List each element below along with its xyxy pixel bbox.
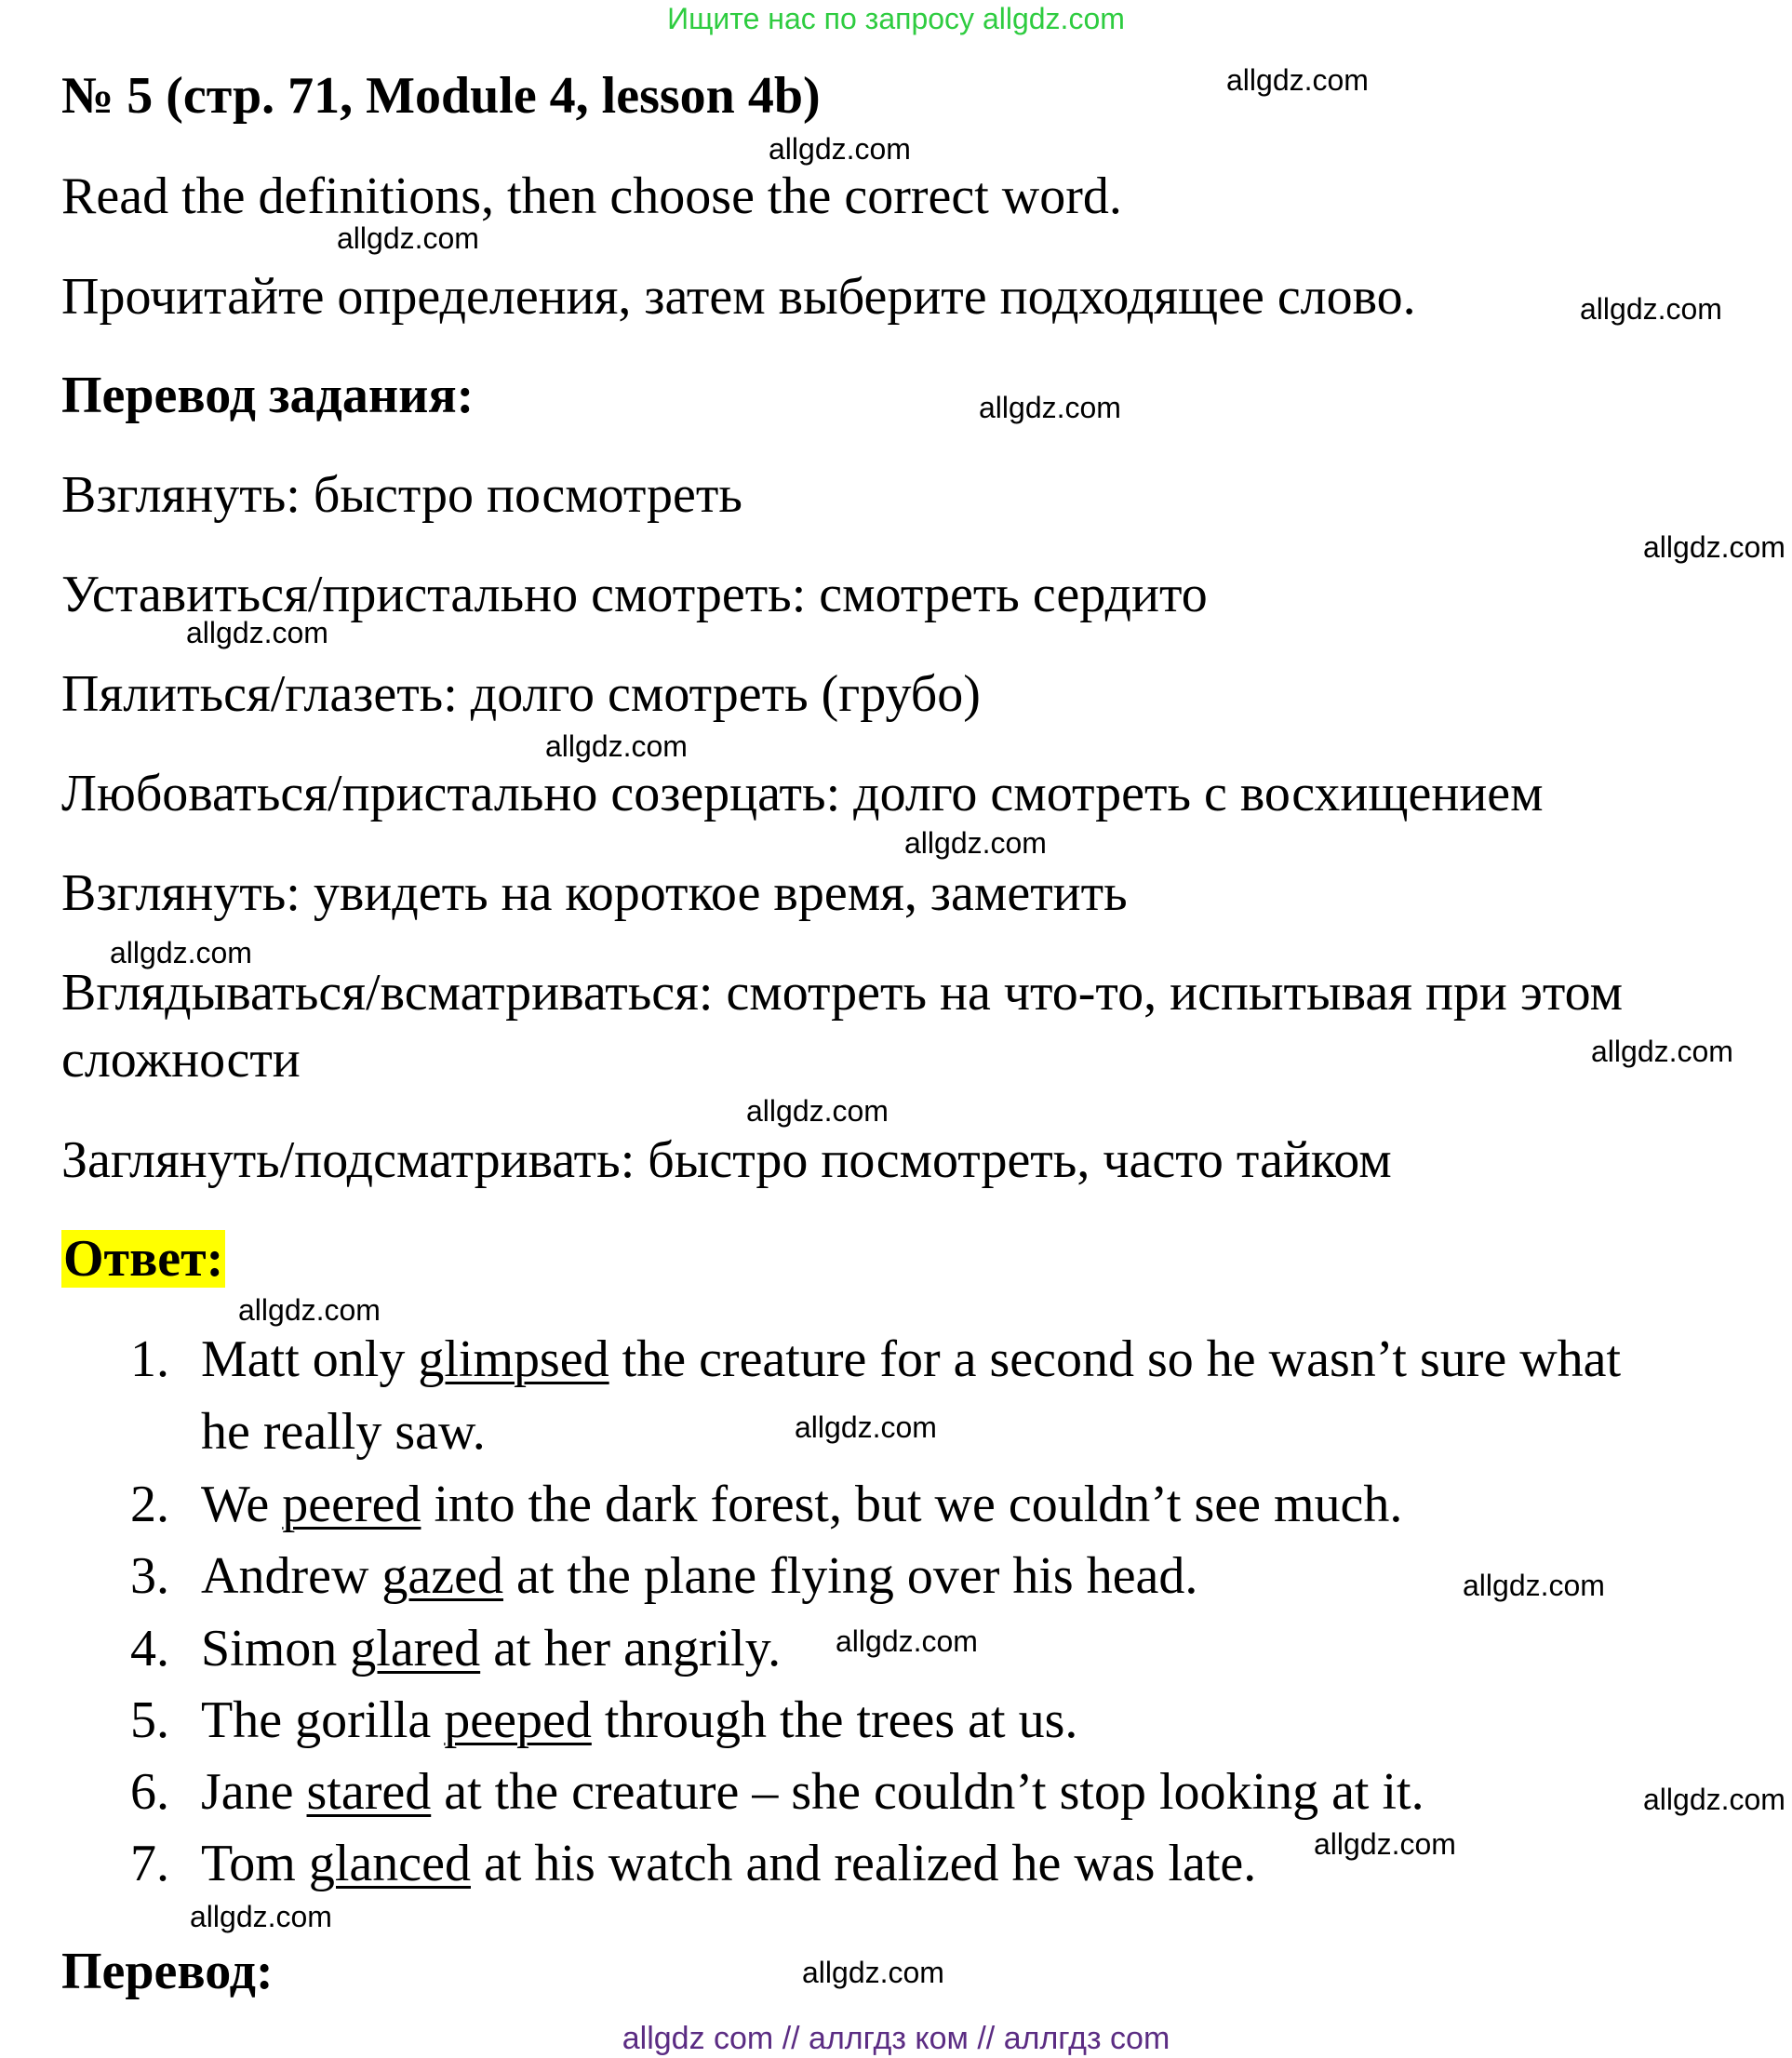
watermark: allgdz.com <box>337 221 479 255</box>
item-number: 2. <box>130 1476 169 1533</box>
item-number: 5. <box>130 1691 169 1749</box>
watermark: allgdz.com <box>545 729 688 763</box>
instruction-en: Read the definitions, then choose the correct word. <box>61 167 1122 225</box>
item-text: Andrew gazed at the plane flying over his head. <box>201 1547 1198 1605</box>
answer-word: gazed <box>381 1547 503 1605</box>
item-text: Matt only glimpsed the creature for a second so he wasn’t sure what <box>201 1330 1622 1388</box>
watermark: allgdz.com <box>836 1624 978 1658</box>
definition-item: Любоваться/пристально созерцать: долго смотреть с восхищением <box>61 765 1544 822</box>
watermark: allgdz.com <box>769 132 911 166</box>
item-text-continued: he really saw. <box>201 1403 486 1461</box>
watermark: allgdz.com <box>238 1293 381 1327</box>
watermark: allgdz.com <box>1226 63 1369 97</box>
item-text: We peered into the dark forest, but we couldn’t see much. <box>201 1476 1403 1533</box>
item-number: 1. <box>130 1330 169 1388</box>
watermark: allgdz.com <box>1643 530 1785 564</box>
watermark: allgdz.com <box>1580 292 1722 326</box>
item-number: 7. <box>130 1835 169 1892</box>
definition-item-continued: сложности <box>61 1031 301 1089</box>
watermark: allgdz.com <box>186 616 328 649</box>
watermark: allgdz.com <box>802 1956 944 1989</box>
watermark: allgdz.com <box>746 1094 889 1128</box>
instruction-ru: Прочитайте определения, затем выберите подходящее слово. <box>61 268 1416 326</box>
item-number: 4. <box>130 1620 169 1677</box>
answer-word: glimpsed <box>418 1330 609 1388</box>
top-banner: Ищите нас по запросу allgdz.com <box>667 2 1125 35</box>
item-text: Simon glared at her angrily. <box>201 1620 782 1677</box>
translation-label: Перевод: <box>61 1943 274 2000</box>
watermark: allgdz.com <box>190 1900 332 1933</box>
answer-word: peered <box>282 1476 421 1533</box>
item-text: Jane stared at the creature – she couldn’t stop looking at it. <box>201 1763 1424 1821</box>
watermark: allgdz.com <box>904 826 1047 860</box>
page-title: № 5 (стр. 71, Module 4, lesson 4b) <box>61 67 821 125</box>
answer-word: stared <box>306 1763 432 1821</box>
definition-item: Вглядываться/всматриваться: смотреть на что-то, испытывая при этом <box>61 964 1624 1022</box>
item-text: Tom glanced at his watch and realized he was late. <box>201 1835 1257 1892</box>
footer-watermark: allgdz com // аллгдз ком // аллгдз com <box>622 2021 1170 2056</box>
definition-item: Взглянуть: быстро посмотреть <box>61 466 742 524</box>
answer-word: glanced <box>308 1835 471 1892</box>
watermark: allgdz.com <box>795 1410 937 1444</box>
watermark: allgdz.com <box>1643 1783 1785 1816</box>
answer-heading <box>61 1226 225 1291</box>
definition-item: Пялиться/глазеть: долго смотреть (грубо) <box>61 665 981 723</box>
watermark: allgdz.com <box>1314 1827 1456 1861</box>
watermark: allgdz.com <box>1591 1035 1733 1068</box>
item-number: 3. <box>130 1547 169 1605</box>
watermark: allgdz.com <box>979 391 1121 424</box>
answer-label: Ответ: <box>63 1230 224 1288</box>
watermark: allgdz.com <box>110 936 252 969</box>
answer-word: glared <box>350 1620 481 1677</box>
item-text: The gorilla peeped through the trees at us. <box>201 1691 1078 1749</box>
definition-item: Заглянуть/подсматривать: быстро посмотреть, часто тайком <box>61 1131 1392 1189</box>
answer-word: peeped <box>444 1691 592 1749</box>
watermark: allgdz.com <box>1463 1569 1605 1602</box>
definition-item: Уставиться/пристально смотреть: смотреть сердито <box>61 566 1208 623</box>
translation-heading: Перевод задания: <box>61 367 475 424</box>
item-number: 6. <box>130 1763 169 1821</box>
definition-item: Взглянуть: увидеть на короткое время, заметить <box>61 864 1128 922</box>
